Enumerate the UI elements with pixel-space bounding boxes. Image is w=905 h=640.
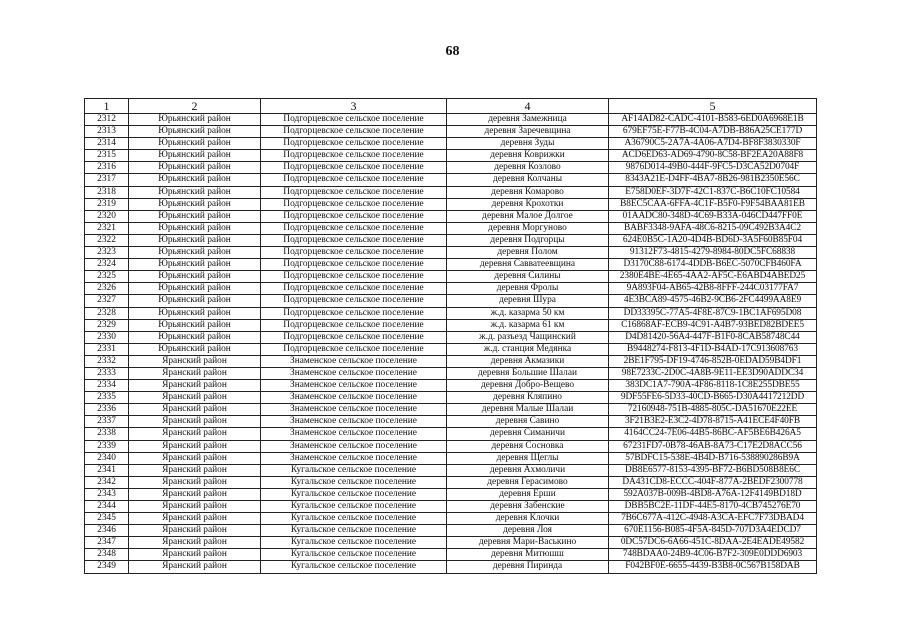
row-number: 2329 [85,319,129,331]
district-name: Юрьянский район [129,319,261,331]
table-row [85,464,817,476]
table-row [85,488,817,500]
table-row [85,283,817,295]
row-number: 2324 [85,259,129,271]
guid-code: DBB5BC2E-11DF-44E5-8170-4CB745276E70 [609,501,817,513]
row-number: 2333 [85,367,129,379]
row-number: 2339 [85,440,129,452]
locality-name: деревня Савино [447,416,609,428]
table-row [85,452,817,464]
district-name: Юрьянский район [129,271,261,283]
district-name: Юрьянский район [129,210,261,222]
locality-name: ж.д. станция Медянка [447,343,609,355]
table-row [85,198,817,210]
table-row [85,404,817,416]
table-row [85,428,817,440]
locality-name: деревня Заречевщина [447,126,609,138]
settlement-name: Знаменское сельское поселение [261,355,447,367]
guid-code: 57BDFC15-538E-4B4D-B716-538890286B9A [609,452,817,464]
settlement-name: Подгорцевское сельское поселение [261,210,447,222]
table-row [85,247,817,259]
guid-code: 7B6C677A-412C-4948-A3CA-EFC7F73DBAD4 [609,513,817,525]
row-number: 2340 [85,452,129,464]
district-name: Юрьянский район [129,259,261,271]
table-row [85,355,817,367]
settlement-name: Кугальское сельское поселение [261,549,447,561]
row-number: 2338 [85,428,129,440]
guid-code: 670E1156-B085-4F5A-845D-707D3A4EDCD7 [609,525,817,537]
table-row [85,476,817,488]
settlement-name: Подгорцевское сельское поселение [261,126,447,138]
district-name: Юрьянский район [129,138,261,150]
locality-name: деревня Крохотки [447,198,609,210]
settlement-name: Подгорцевское сельское поселение [261,234,447,246]
settlement-name: Знаменское сельское поселение [261,392,447,404]
table-row [85,525,817,537]
locality-name: деревня Акмазики [447,355,609,367]
district-name: Юрьянский район [129,247,261,259]
guid-code: DD33395C-77A5-4F8E-87C9-1BC1AF695D08 [609,307,817,319]
row-number: 2328 [85,307,129,319]
table-row [85,440,817,452]
table-row [85,271,817,283]
district-name: Яранский район [129,428,261,440]
locality-name: деревня Моргуново [447,222,609,234]
guid-code: 72160948-751B-4885-805C-DA51670E22EE [609,404,817,416]
row-number: 2318 [85,186,129,198]
settlement-name: Знаменское сельское поселение [261,440,447,452]
locality-name: деревня Сосновка [447,440,609,452]
guid-code: B8EC5CAA-6FFA-4C1F-B5F0-F9F54BAA81EB [609,198,817,210]
row-number: 2349 [85,561,129,573]
table-row [85,210,817,222]
district-name: Юрьянский район [129,307,261,319]
district-name: Яранский район [129,488,261,500]
settlement-name: Знаменское сельское поселение [261,452,447,464]
row-number: 2326 [85,283,129,295]
district-name: Юрьянский район [129,295,261,307]
table-row [85,126,817,138]
row-number: 2315 [85,150,129,162]
settlement-name: Подгорцевское сельское поселение [261,319,447,331]
table-row [85,367,817,379]
settlement-name: Кугальское сельское поселение [261,561,447,573]
locality-name: деревня Зуды [447,138,609,150]
row-number: 2319 [85,198,129,210]
settlement-name: Подгорцевское сельское поселение [261,222,447,234]
table-row [85,234,817,246]
table-row [85,331,817,343]
header-row [85,99,817,114]
settlement-name: Кугальское сельское поселение [261,488,447,500]
guid-code: 67231FD7-0B78-46AB-8A73-C17E2D8ACC56 [609,440,817,452]
locality-name: деревня Пиринда [447,561,609,573]
guid-code: BABF3348-9AFA-48C6-8215-09C492B3A4C2 [609,222,817,234]
settlement-name: Кугальское сельское поселение [261,525,447,537]
district-name: Яранский район [129,501,261,513]
table-row [85,343,817,355]
settlement-name: Знаменское сельское поселение [261,380,447,392]
locality-name: ж.д. казарма 61 км [447,319,609,331]
district-name: Юрьянский район [129,234,261,246]
row-number: 2346 [85,525,129,537]
locality-name: деревня Клочки [447,513,609,525]
locality-name: деревня Замежница [447,114,609,126]
guid-code: A36790C5-2A7A-4A06-A7D4-BF8F3830330F [609,138,817,150]
settlement-name: Подгорцевское сельское поселение [261,307,447,319]
settlement-name: Подгорцевское сельское поселение [261,114,447,126]
locality-name: деревня Шура [447,295,609,307]
row-number: 2321 [85,222,129,234]
district-name: Яранский район [129,440,261,452]
guid-code: 2380E4BE-4E65-4AA2-AF5C-E6ABD4ABED25 [609,271,817,283]
locality-name: деревня Козлово [447,162,609,174]
district-name: Яранский район [129,404,261,416]
district-name: Яранский район [129,525,261,537]
district-name: Юрьянский район [129,150,261,162]
row-number: 2313 [85,126,129,138]
table-row [85,174,817,186]
guid-code: F042BF0E-6655-4439-B3B8-0C567B158DAB [609,561,817,573]
page-number: 68 [445,44,460,59]
locality-name: деревня Забенские [447,501,609,513]
guid-code: 383DC1A7-790A-4F86-8118-1C8E255DBE55 [609,380,817,392]
district-name: Яранский район [129,537,261,549]
guid-code: 748BDAA0-24B9-4C06-B7F2-309E0DDD6903 [609,549,817,561]
table-row [85,259,817,271]
settlement-name: Подгорцевское сельское поселение [261,259,447,271]
table-row [85,222,817,234]
column-header: 5 [609,99,817,114]
guid-code: 624E0B5C-1A20-4D4B-BD6D-3A5F60B85F04 [609,234,817,246]
settlement-name: Подгорцевское сельское поселение [261,271,447,283]
row-number: 2320 [85,210,129,222]
locality-name: деревня Мари-Васькино [447,537,609,549]
column-header: 2 [129,99,261,114]
guid-code: 91312F73-4815-4279-8984-80DC5FC68838 [609,247,817,259]
settlement-name: Кугальское сельское поселение [261,464,447,476]
district-name: Юрьянский район [129,174,261,186]
locality-name: деревня Подгорцы [447,234,609,246]
district-name: Юрьянский район [129,331,261,343]
table-row [85,114,817,126]
locality-name: деревня Малое Долгое [447,210,609,222]
settlement-name: Знаменское сельское поселение [261,428,447,440]
locality-name: деревня Большие Шалаи [447,367,609,379]
guid-code: 01AADC80-348D-4C69-B33A-046CD447FF0E [609,210,817,222]
row-number: 2347 [85,537,129,549]
locality-name: деревня Добро-Вещево [447,380,609,392]
locality-name: деревня Малые Шалаи [447,404,609,416]
column-header: 3 [261,99,447,114]
row-number: 2327 [85,295,129,307]
row-number: 2314 [85,138,129,150]
locality-name: деревня Полом [447,247,609,259]
guid-code: B9448274-F813-4F1D-B4AD-17C913608763 [609,343,817,355]
settlement-name: Подгорцевское сельское поселение [261,343,447,355]
guid-code: ACD6ED63-AD69-4790-8C58-BF2EA20A88F8 [609,150,817,162]
district-name: Яранский район [129,452,261,464]
locality-name: ж.д. разъезд Чащинский [447,331,609,343]
guid-code: AF14AD82-CADC-4101-B583-6ED0A6968E1B [609,114,817,126]
guid-code: 592A037B-009B-4BD8-A76A-12F4149BD18D [609,488,817,500]
locality-name: деревня Митюшш [447,549,609,561]
district-name: Яранский район [129,392,261,404]
table-row [85,392,817,404]
district-name: Юрьянский район [129,222,261,234]
guid-code: D4D81420-56A4-447F-B1F0-8CAB58748C44 [609,331,817,343]
guid-code: 4E3BCA89-4575-46B2-9CB6-2FC4499AA8E9 [609,295,817,307]
guid-code: 9876D014-49B0-444F-9FC5-D3CA52D0704F [609,162,817,174]
row-number: 2330 [85,331,129,343]
settlement-name: Кугальское сельское поселение [261,537,447,549]
table-row [85,295,817,307]
guid-code: 4164CC24-7E06-44B5-86BC-AF5BE6B426A5 [609,428,817,440]
district-name: Юрьянский район [129,198,261,210]
settlement-name: Подгорцевское сельское поселение [261,186,447,198]
row-number: 2345 [85,513,129,525]
guid-code: C16868AF-ECB9-4C91-A4B7-93BED82BDEE5 [609,319,817,331]
locality-name: деревня Силины [447,271,609,283]
district-name: Юрьянский район [129,186,261,198]
district-name: Юрьянский район [129,283,261,295]
settlement-name: Подгорцевское сельское поселение [261,331,447,343]
district-name: Яранский район [129,380,261,392]
row-number: 2322 [85,234,129,246]
settlement-name: Подгорцевское сельское поселение [261,283,447,295]
locality-name: деревня Щеглы [447,452,609,464]
locality-name: деревня Герасимово [447,476,609,488]
row-number: 2317 [85,174,129,186]
guid-code: E758D0EF-3D7F-42C1-837C-B6C10FC10584 [609,186,817,198]
guid-code: 9DF55FE6-5D33-40CD-B665-D30A4417212DD [609,392,817,404]
table-row [85,162,817,174]
row-number: 2331 [85,343,129,355]
guid-code: 0DC57DC6-6A66-451C-8DAA-2E4EADE49582 [609,537,817,549]
row-number: 2336 [85,404,129,416]
guid-code: 9A893F04-AB65-42B8-8FFF-244C03177FA7 [609,283,817,295]
settlement-name: Кугальское сельское поселение [261,476,447,488]
table-row [85,416,817,428]
locality-name: деревня Ерши [447,488,609,500]
district-name: Яранский район [129,416,261,428]
row-number: 2323 [85,247,129,259]
district-name: Яранский район [129,513,261,525]
table-row [85,561,817,573]
table-row [85,150,817,162]
table-row [85,537,817,549]
locality-name: деревня Фролы [447,283,609,295]
locality-name: деревня Комарово [447,186,609,198]
settlement-name: Кугальское сельское поселение [261,513,447,525]
row-number: 2348 [85,549,129,561]
district-name: Юрьянский район [129,162,261,174]
locality-name: ж.д. казарма 50 км [447,307,609,319]
guid-code: DB8E6577-8153-4395-BF72-B6BD508B8E6C [609,464,817,476]
district-name: Яранский район [129,355,261,367]
table-row [85,307,817,319]
table-row [85,319,817,331]
guid-code: D3170C88-6174-4DDB-B6EC-5070CFB460FA [609,259,817,271]
locality-name: деревня Кляпино [447,392,609,404]
settlement-name: Подгорцевское сельское поселение [261,247,447,259]
row-number: 2343 [85,488,129,500]
district-name: Яранский район [129,476,261,488]
settlement-name: Кугальское сельское поселение [261,501,447,513]
settlement-name: Подгорцевское сельское поселение [261,138,447,150]
district-name: Яранский район [129,549,261,561]
table-row [85,513,817,525]
table-row [85,186,817,198]
row-number: 2341 [85,464,129,476]
district-name: Яранский район [129,367,261,379]
guid-code: 3F21B3E2-E3C2-4D78-8715-A41ECE4F40FB [609,416,817,428]
row-number: 2316 [85,162,129,174]
row-number: 2344 [85,501,129,513]
settlement-name: Подгорцевское сельское поселение [261,174,447,186]
settlement-name: Знаменское сельское поселение [261,404,447,416]
table-row [85,138,817,150]
guid-code: 2BE1F795-DF19-4746-852B-0EDAD59B4DF1 [609,355,817,367]
locality-name: деревня Лоя [447,525,609,537]
column-header: 4 [447,99,609,114]
settlement-name: Знаменское сельское поселение [261,416,447,428]
district-name: Юрьянский район [129,126,261,138]
settlement-name: Подгорцевское сельское поселение [261,150,447,162]
locality-name: деревня Колчаны [447,174,609,186]
guid-code: 8343A21E-D4FF-4BA7-8B26-981B2350E56C [609,174,817,186]
district-name: Юрьянский район [129,343,261,355]
district-name: Юрьянский район [129,114,261,126]
table-row [85,549,817,561]
table-row [85,501,817,513]
registry-table [84,98,817,574]
row-number: 2335 [85,392,129,404]
row-number: 2337 [85,416,129,428]
row-number: 2342 [85,476,129,488]
row-number: 2332 [85,355,129,367]
guid-code: 679EF75E-F77B-4C04-A7DB-B86A25CE177D [609,126,817,138]
locality-name: деревня Ахмоличи [447,464,609,476]
settlement-name: Подгорцевское сельское поселение [261,198,447,210]
row-number: 2334 [85,380,129,392]
district-name: Яранский район [129,561,261,573]
row-number: 2312 [85,114,129,126]
settlement-name: Подгорцевское сельское поселение [261,162,447,174]
guid-code: 98E7233C-2D0C-4A8B-9E11-EE3D90ADDC34 [609,367,817,379]
table-row [85,380,817,392]
settlement-name: Знаменское сельское поселение [261,367,447,379]
district-name: Яранский район [129,464,261,476]
column-header: 1 [85,99,129,114]
guid-code: DA431CD8-ECCC-404F-877A-2BEDF2300778 [609,476,817,488]
row-number: 2325 [85,271,129,283]
locality-name: деревня Савватеевщина [447,259,609,271]
settlement-name: Подгорцевское сельское поселение [261,295,447,307]
locality-name: деревня Коврижки [447,150,609,162]
locality-name: деревня Симаничи [447,428,609,440]
